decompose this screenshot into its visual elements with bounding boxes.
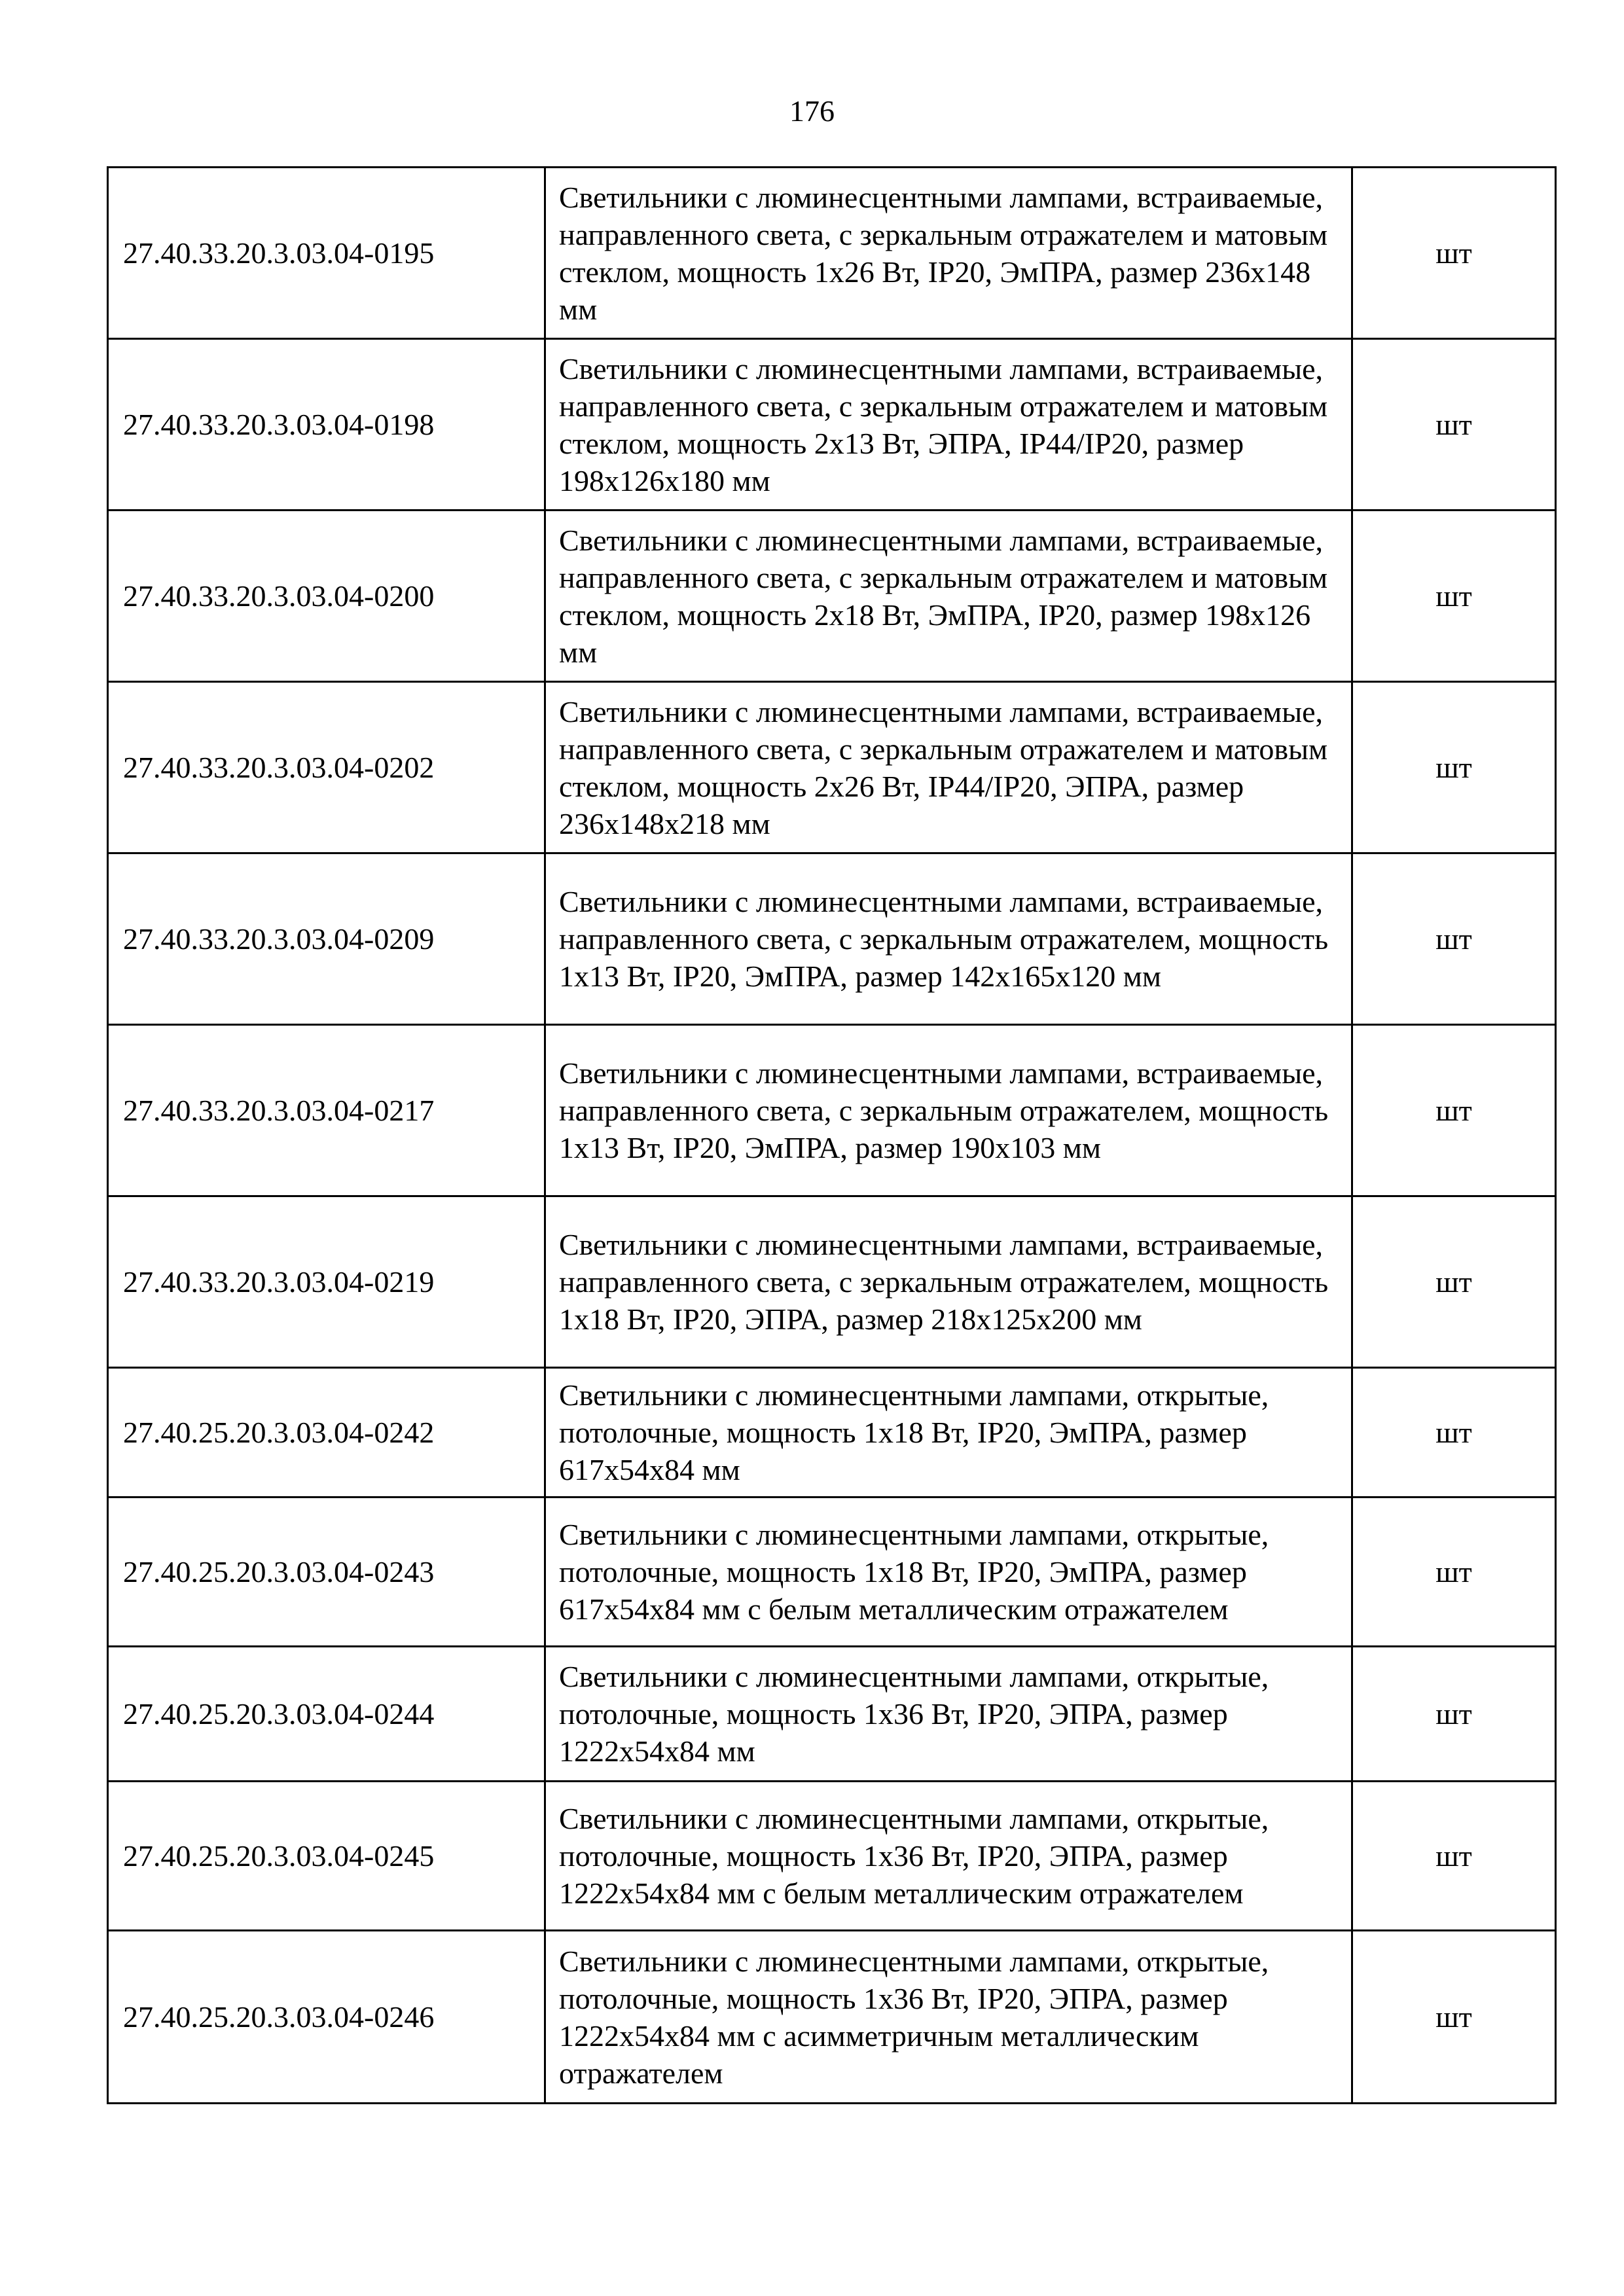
item-description: Светильники с люминесцентными лампами, встраиваемые, направленного света, с зеркальным отражателем, мощность 1х13 Вт, IP20, ЭмПРА, размер 142х165х120 мм [545,853,1352,1025]
table-row [108,1025,1556,1196]
item-code: 27.40.25.20.3.03.04-0246 [108,1931,545,2104]
item-description: Светильники с люминесцентными лампами, открытые, потолочные, мощность 1х18 Вт, IP20, ЭмПРА, размер 617х54х84 мм [545,1368,1352,1498]
table-row [108,1368,1556,1498]
table-row [108,339,1556,511]
item-code: 27.40.33.20.3.03.04-0202 [108,682,545,853]
table-row [108,1196,1556,1368]
item-description: Светильники с люминесцентными лампами, встраиваемые, направленного света, с зеркальным отражателем, мощность 1х13 Вт, IP20, ЭмПРА, размер 190х103 мм [545,1025,1352,1196]
item-code: 27.40.25.20.3.03.04-0243 [108,1498,545,1647]
table-row [108,1647,1556,1782]
item-unit: шт [1352,853,1556,1025]
item-description: Светильники с люминесцентными лампами, встраиваемые, направленного света, с зеркальным отражателем и матовым стеклом, мощность 2х18 Вт, ЭмПРА, IP20, размер 198х126 мм [545,511,1352,682]
page-number: 176 [789,94,835,128]
item-code: 27.40.33.20.3.03.04-0195 [108,168,545,339]
table-row [108,853,1556,1025]
item-description: Светильники с люминесцентными лампами, встраиваемые, направленного света, с зеркальным отражателем и матовым стеклом, мощность 2х26 Вт, IP44/IP20, ЭПРА, размер 236х148х218 мм [545,682,1352,853]
item-unit: шт [1352,339,1556,511]
item-code: 27.40.33.20.3.03.04-0200 [108,511,545,682]
item-unit: шт [1352,1196,1556,1368]
item-description: Светильники с люминесцентными лампами, встраиваемые, направленного света, с зеркальным отражателем, мощность 1х18 Вт, IP20, ЭПРА, размер 218х125х200 мм [545,1196,1352,1368]
item-code: 27.40.25.20.3.03.04-0244 [108,1647,545,1782]
table-row [108,511,1556,682]
item-unit: шт [1352,511,1556,682]
item-unit: шт [1352,1931,1556,2104]
item-description: Светильники с люминесцентными лампами, открытые, потолочные, мощность 1х36 Вт, IP20, ЭПРА, размер 1222х54х84 мм с белым металлическим отражателем [545,1782,1352,1931]
item-description: Светильники с люминесцентными лампами, открытые, потолочные, мощность 1х36 Вт, IP20, ЭПРА, размер 1222х54х84 мм [545,1647,1352,1782]
table-row [108,1782,1556,1931]
item-unit: шт [1352,1647,1556,1782]
item-code: 27.40.33.20.3.03.04-0217 [108,1025,545,1196]
item-code: 27.40.25.20.3.03.04-0245 [108,1782,545,1931]
item-unit: шт [1352,1782,1556,1931]
item-code: 27.40.33.20.3.03.04-0209 [108,853,545,1025]
item-unit: шт [1352,1025,1556,1196]
item-description: Светильники с люминесцентными лампами, встраиваемые, направленного света, с зеркальным отражателем и матовым стеклом, мощность 2х13 Вт, ЭПРА, IP44/IP20, размер 198х126х180 мм [545,339,1352,511]
item-code: 27.40.33.20.3.03.04-0198 [108,339,545,511]
table-row [108,1931,1556,2104]
item-unit: шт [1352,682,1556,853]
item-description: Светильники с люминесцентными лампами, встраиваемые, направленного света, с зеркальным отражателем и матовым стеклом, мощность 1х26 Вт, IP20, ЭмПРА, размер 236х148 мм [545,168,1352,339]
table-row [108,682,1556,853]
item-unit: шт [1352,1368,1556,1498]
item-code: 27.40.33.20.3.03.04-0219 [108,1196,545,1368]
item-description: Светильники с люминесцентными лампами, открытые, потолочные, мощность 1х36 Вт, IP20, ЭПРА, размер 1222х54х84 мм с асимметричным металлическим отражателем [545,1931,1352,2104]
table-row [108,168,1556,339]
items-table [107,166,1557,2104]
item-description: Светильники с люминесцентными лампами, открытые, потолочные, мощность 1х18 Вт, IP20, ЭмПРА, размер 617х54х84 мм с белым металлическим отражателем [545,1498,1352,1647]
table-row [108,1498,1556,1647]
item-unit: шт [1352,168,1556,339]
item-unit: шт [1352,1498,1556,1647]
item-code: 27.40.25.20.3.03.04-0242 [108,1368,545,1498]
